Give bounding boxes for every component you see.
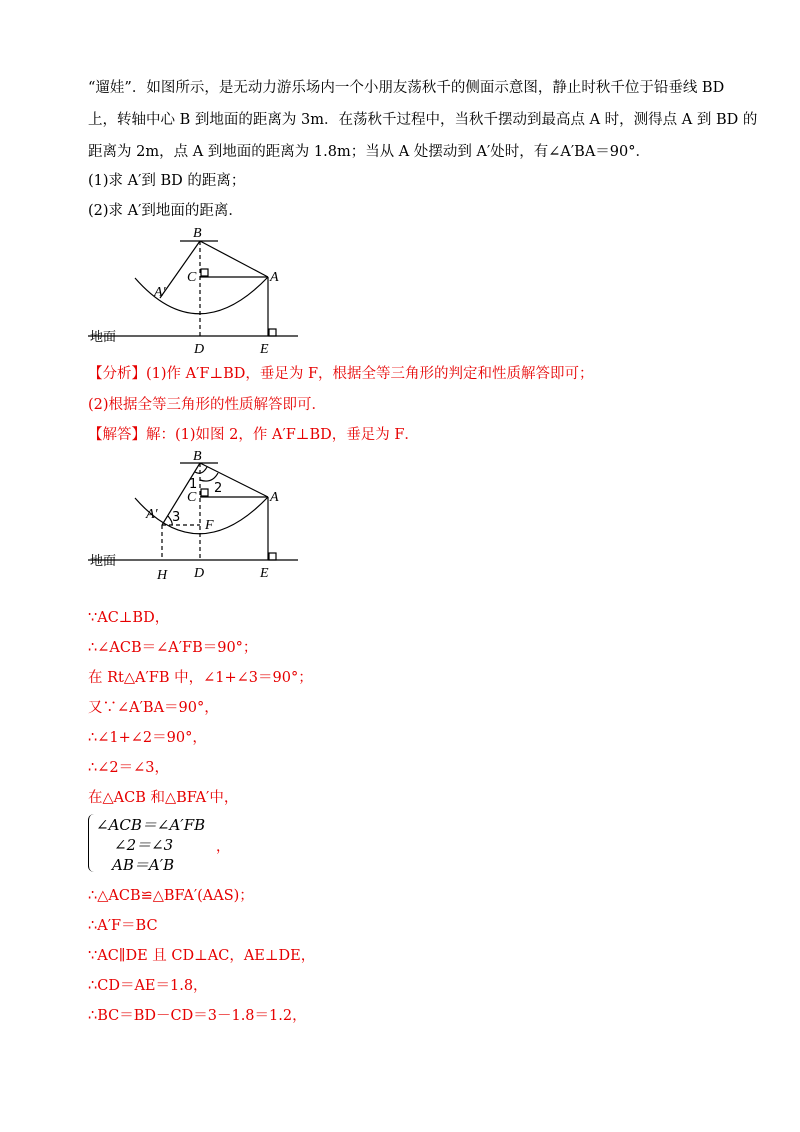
conclusion-5: ∴BC＝BD－CD＝3－1.8＝1.2， [88,1008,307,1024]
system-row-3: AB＝A′B [112,856,175,874]
label-c: C [187,490,197,505]
label-f: F [205,518,214,533]
angle-arc-2 [200,473,218,481]
label-ground: 地面 [90,330,117,345]
system-row-2: ∠2＝∠3 [114,836,174,854]
problem-line-2: 上，转轴中心 B 到地面的距离为 3m．在荡秋千过程中，当秋千摆动到最高点 A 时，测得点 A 到 BD 的 [88,112,758,128]
congruence-system [88,812,268,876]
label-a-prime: A′ [146,507,158,522]
line-ba [200,241,268,277]
question-1: (1)求 A′到 BD 的距离； [88,173,246,189]
conclusion-1: ∴△ACB≌△BFA′(AAS)； [88,888,254,904]
label-e: E [260,342,269,357]
label-h: H [157,568,168,582]
right-angle-e [269,553,276,560]
conclusion-4: ∴CD＝AE＝1.8， [88,978,208,994]
right-angle-e [269,329,276,336]
conclusion-3: ∵AC∥DE 且 CD⊥AC，AE⊥DE， [88,948,316,964]
step-3: 在 Rt△A′FB 中，∠1+∠3＝90°； [88,670,313,686]
step-2: ∴∠ACB＝∠A′FB＝90°； [88,640,258,656]
step-7: 在△ACB 和△BFA′中， [88,790,239,806]
label-c: C [187,270,197,285]
system-comma: ， [216,839,230,855]
swing-diagram-2 [88,446,308,582]
label-e: E [260,566,269,581]
label-ground: 地面 [90,554,117,569]
conclusion-2: ∴A′F＝BC [88,918,158,934]
step-1: ∵AC⊥BD， [88,610,170,626]
question-2: (2)求 A′到地面的距离． [88,203,243,219]
label-b: B [193,226,202,241]
analysis-line-1: 【分析】(1)作 A′F⊥BD，垂足为 F，根据全等三角形的判定和性质解答即可； [88,366,594,382]
label-a: A [270,490,279,505]
problem-line-3: 距离为 2m，点 A 到地面的距离为 1.8m；当从 A 处摆动到 A′处时，有∠A′BA＝90°． [88,144,650,160]
label-b: B [193,449,202,464]
step-6: ∴∠2＝∠3， [88,760,169,776]
label-d: D [194,342,205,357]
label-angle-2: 2 [214,481,223,496]
right-angle-c [201,269,208,276]
step-5: ∴∠1+∠2＝90°， [88,730,207,746]
label-angle-1: 1 [189,477,198,492]
label-angle-3: 3 [172,510,181,525]
label-d: D [194,566,205,581]
analysis-line-2: (2)根据全等三角形的性质解答即可． [88,397,327,413]
label-a: A [270,270,279,285]
problem-line-1: “遛娃”．如图所示，是无动力游乐场内一个小朋友荡秋千的侧面示意图，静止时秋千位于铅垂线 BD [88,80,725,96]
solution-intro: 【解答】解：(1)如图 2，作 A′F⊥BD，垂足为 F． [88,427,419,443]
step-4: 又∵∠A′BA＝90°， [88,700,219,716]
right-angle-c [201,489,208,496]
system-row-1: ∠ACB＝∠A′FB [96,816,206,834]
swing-diagram-1 [88,222,308,358]
label-a-prime: A′ [154,285,166,300]
